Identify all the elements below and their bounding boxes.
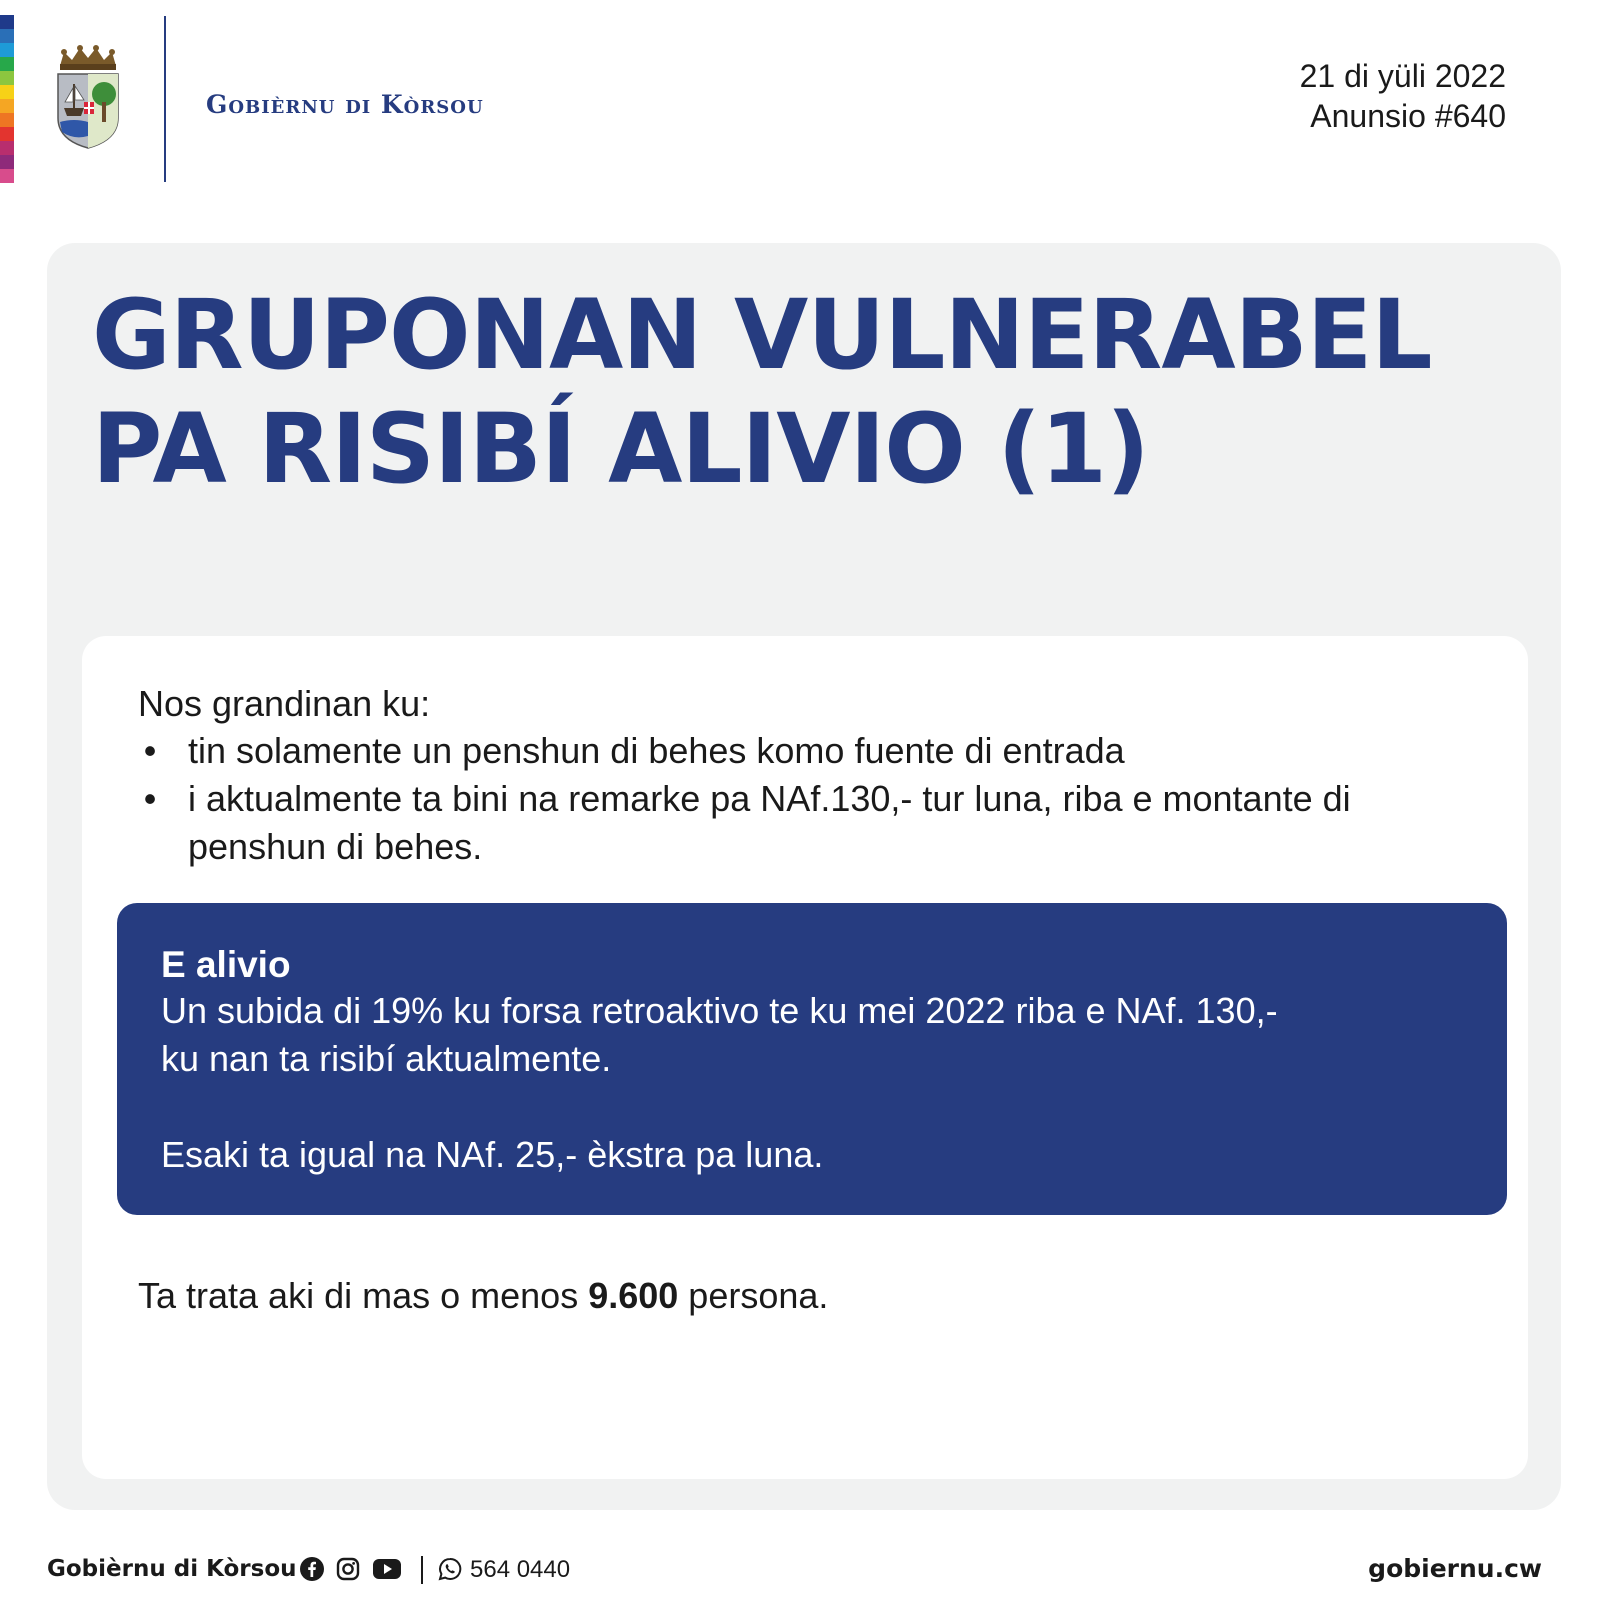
list-item — [138, 775, 1478, 871]
list-item-text: tin solamente un penshun di behes komo fuente di entrada — [188, 730, 1125, 771]
whatsapp-icon — [438, 1557, 462, 1581]
bullet-marker: • — [143, 730, 157, 771]
summary-after: persona. — [678, 1275, 829, 1316]
instagram-icon[interactable] — [336, 1557, 360, 1581]
announcement-meta — [1300, 56, 1506, 136]
color-strip — [0, 15, 14, 183]
relief-amount-line: Esaki ta igual na NAf. 25,- èkstra pa luna. — [161, 1134, 824, 1175]
footer-separator — [421, 1556, 423, 1584]
summary-number: 9.600 — [588, 1275, 679, 1316]
summary-text — [138, 1272, 828, 1320]
list-item-text: i aktualmente ta bini na remarke pa NAf.130,- tur luna, riba e montante di penshun di behes. — [188, 778, 1351, 867]
headline — [92, 278, 1512, 506]
announcement-number: Anunsio #640 — [1310, 98, 1506, 134]
social-links — [300, 1557, 402, 1581]
relief-box — [117, 903, 1507, 1215]
announcement-date: 21 di yüli 2022 — [1299, 58, 1506, 94]
phone-number[interactable]: 564 0440 — [470, 1556, 571, 1583]
coat-of-arms-icon — [54, 44, 122, 150]
footer-organization: Gobièrnu di Kòrsou — [47, 1556, 297, 1582]
relief-description-line-1: Un subida di 19% ku forsa retroaktivo te ku mei 2022 riba e NAf. 130,- — [161, 990, 1278, 1031]
summary-before: Ta trata aki di mas o menos — [138, 1275, 589, 1316]
headline-line-2: PA RISIBÍ ALIVIO (1) — [92, 393, 1149, 505]
website-link[interactable]: gobiernu.cw — [1368, 1554, 1542, 1583]
criteria-list — [138, 727, 1478, 871]
organization-name: Gobièrnu di Kòrsou — [206, 90, 484, 119]
relief-description-line-2: ku nan ta risibí aktualmente. — [161, 1038, 612, 1079]
list-item — [138, 727, 1478, 775]
intro-text: Nos grandinan ku: — [138, 683, 431, 724]
facebook-icon[interactable] — [300, 1557, 324, 1581]
youtube-icon[interactable] — [372, 1557, 402, 1581]
headline-line-1: GRUPONAN VULNERABEL — [92, 279, 1432, 391]
bullet-marker: • — [143, 778, 157, 819]
header-divider — [164, 16, 166, 182]
relief-title: E alivio — [161, 944, 291, 985]
